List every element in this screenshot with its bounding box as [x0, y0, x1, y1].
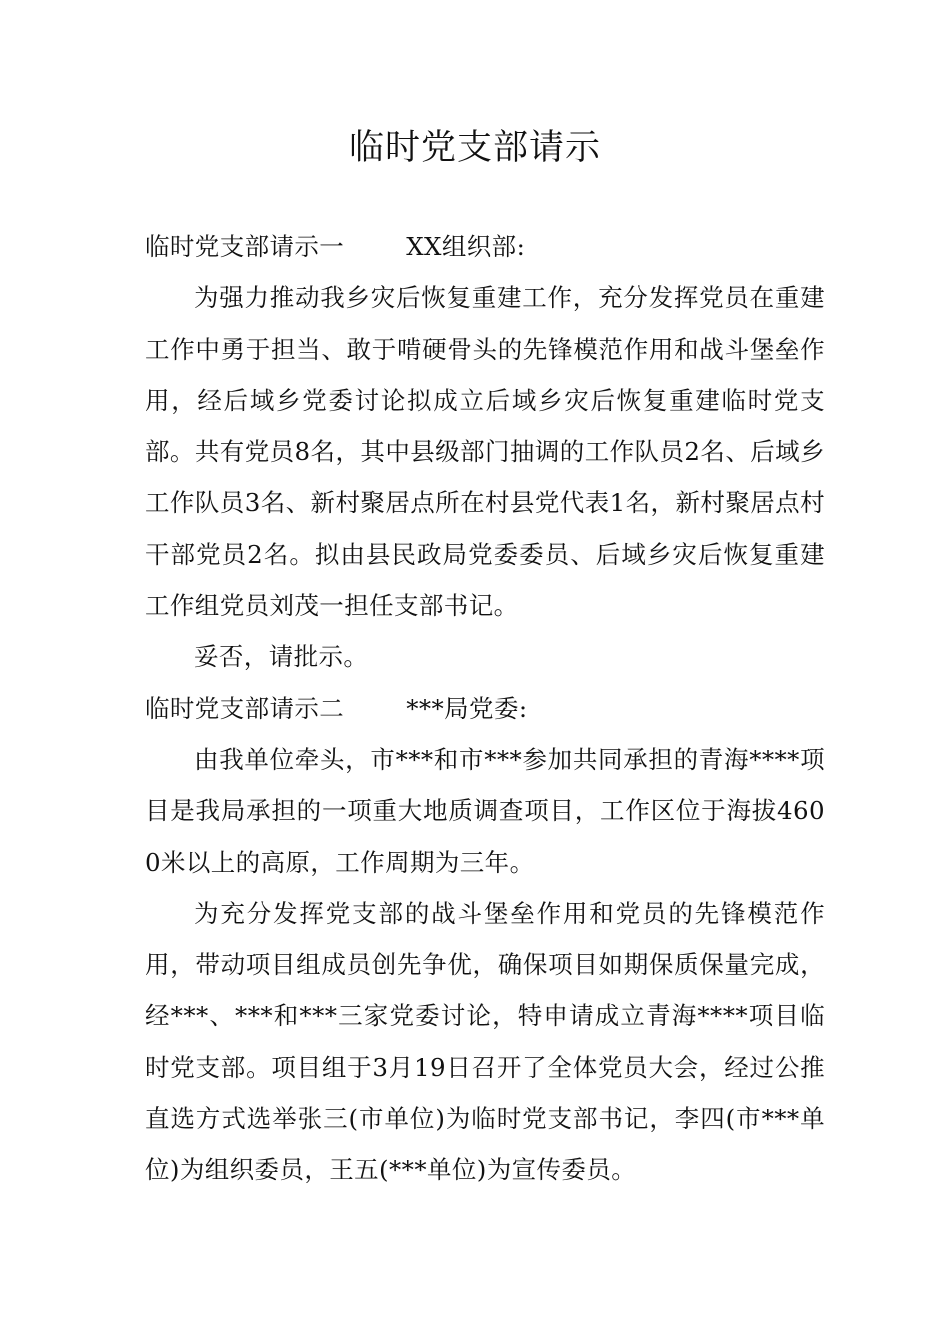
- section1-heading-line: [145, 221, 825, 272]
- section2-heading: 临时党支部请示二: [145, 693, 345, 723]
- section1-addressee: XX组织部:: [406, 232, 526, 261]
- document-title: 临时党支部请示: [348, 128, 601, 168]
- section2-addressee: ***局党委:: [406, 693, 528, 723]
- section2-heading-line: [145, 683, 825, 734]
- document-body: [145, 221, 825, 1196]
- section2-paragraph-2: 为充分发挥党支部的战斗堡垒作用和党员的先锋模范作用，带动项目组成员创先争优，确保项目如期保质保量完成，经***、***和***三家党委讨论，特申请成立青海****项目临时党支部。项目组于3月19日召开了全体党员大会，经过公推直选方式选举张三(市单位)为临时党支部书记，李四(市***单位)为组织委员，王五(***单位)为宣传委员。: [145, 898, 825, 1185]
- section2-paragraph-1: 由我单位牵头，市***和市***参加共同承担的青海****项目是我局承担的一项重大地质调查项目，工作区位于海拔4600米以上的高原，工作周期为三年。: [145, 744, 825, 877]
- section1-heading: 临时党支部请示一: [145, 232, 345, 261]
- section1-paragraph-2: 妥否，请批示。: [194, 642, 369, 672]
- section1-paragraph-1: 为强力推动我乡灾后恢复重建工作，充分发挥党员在重建工作中勇于担当、敢于啃硬骨头的先锋模范作用和战斗堡垒作用，经后域乡党委讨论拟成立后域乡灾后恢复重建临时党支部。共有党员8名，其中县级部门抽调的工作队员2名、后域乡工作队员3名、新村聚居点所在村县党代表1名，新村聚居点村干部党员2名。拟由县民政局党委委员、后域乡灾后恢复重建工作组党员刘茂一担任支部书记。: [145, 283, 825, 621]
